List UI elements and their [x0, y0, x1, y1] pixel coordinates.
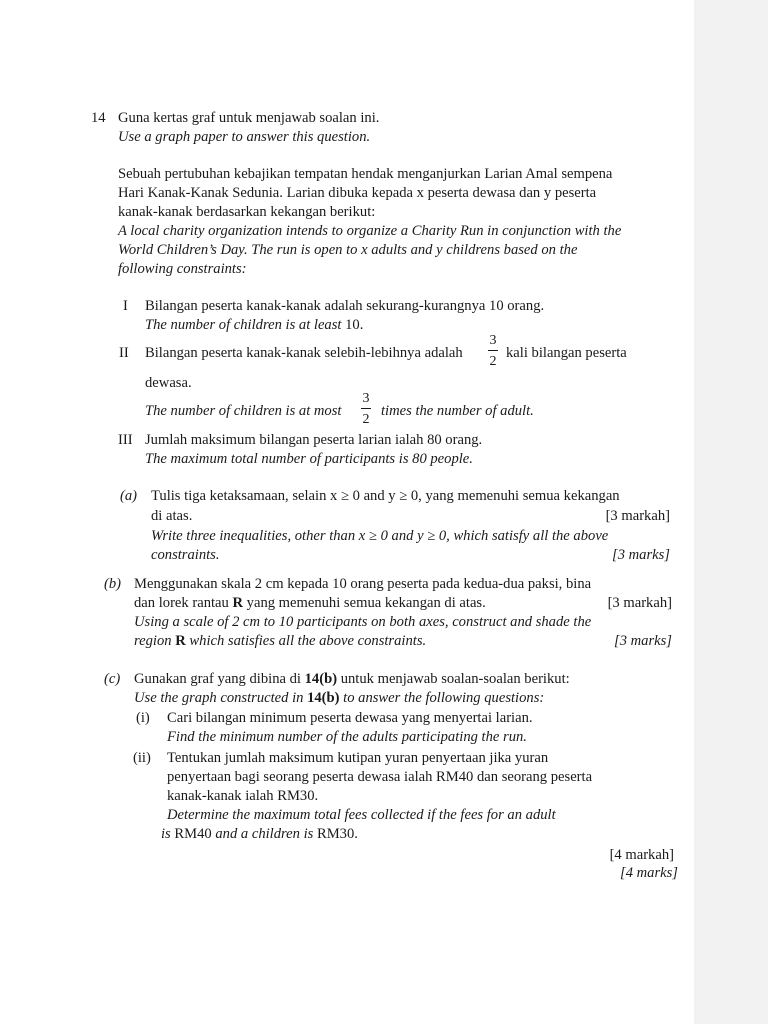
part-c-ii-label: (ii) [133, 750, 151, 766]
intro-ms-line: kanak-kanak berdasarkan kekangan berikut: [118, 204, 376, 220]
constraint-I-number: I [123, 298, 128, 314]
part-a-label: (a) [120, 488, 138, 504]
fraction-numerator: 3 [489, 333, 497, 348]
constraint-III-ms: Jumlah maksimum bilangan peserta larian ialah 80 orang. [145, 432, 483, 448]
part-c-i-ms: Cari bilangan minimum peserta dewasa yang menyertai larian. [167, 710, 533, 726]
part-b-label: (b) [104, 576, 122, 592]
part-c-en-b: to answer the following questions: [339, 690, 545, 706]
part-c-label: (c) [104, 671, 121, 687]
constraint-III-en: The maximum total number of participants is 80 people. [145, 451, 473, 467]
part-c-ii-en-2c: and a children is [211, 826, 317, 842]
constraint-II-ms-c: dewasa. [145, 375, 192, 391]
part-c-i-label: (i) [136, 710, 150, 726]
constraint-I-ms: Bilangan peserta kanak-kanak adalah sekurang-kurangnya 10 orang. [145, 298, 545, 314]
part-a-ms-2: di atas. [151, 508, 193, 524]
part-c-ii-en-2a: is [161, 826, 175, 842]
fraction-denominator: 2 [489, 354, 497, 369]
part-c-ii-en-2 [161, 825, 358, 843]
fraction-numerator: 3 [362, 391, 370, 406]
intro-ms-line: Sebuah pertubuhan kebajikan tempatan hendak menganjurkan Larian Amal sempena [118, 166, 613, 182]
part-c-ii-en-2d: RM30. [316, 826, 358, 842]
fraction-bar [488, 350, 498, 351]
fraction-bar [361, 408, 371, 409]
constraint-I-en-value: 10. [345, 317, 364, 333]
part-a-ms-1: Tulis tiga ketaksamaan, selain x ≥ 0 and y ≥ 0, yang memenuhi semua kekangan [151, 488, 620, 504]
part-b-en-2b: which satisfies all the above constraints. [185, 633, 427, 649]
part-c-ii-en-1: Determine the maximum total fees collected if the fees for an adult [167, 807, 556, 823]
part-c-ms [134, 670, 570, 688]
constraint-I-en [145, 316, 363, 334]
part-c-ii-ms-3: kanak-kanak ialah RM30. [167, 788, 319, 804]
constraint-II-en-a: The number of children is at most [145, 403, 342, 419]
question-number: 14 [91, 110, 106, 126]
part-a-marks-en: [3 marks] [612, 547, 670, 563]
page-edge-shadow [694, 0, 768, 1024]
part-c-en [134, 689, 544, 707]
constraint-II-number: II [119, 345, 129, 361]
part-c-en-ref: 14(b) [307, 690, 340, 706]
part-b-marks-en: [3 marks] [614, 633, 672, 649]
constraint-I-en-text: The number of children is at least [145, 317, 342, 333]
part-c-marks-ms: [4 markah] [609, 847, 674, 863]
constraint-II-ms-a: Bilangan peserta kanak-kanak selebih-lebihnya adalah [145, 345, 463, 361]
region-R: R [232, 595, 244, 611]
intro-en-line: World Children’s Day. The run is open to x adults and y childrens based on the [118, 242, 578, 258]
part-b-en-2 [134, 632, 426, 650]
part-c-ms-a: Gunakan graf yang dibina di [134, 671, 305, 687]
part-b-ms-1: Menggunakan skala 2 cm kepada 10 orang peserta pada kedua-dua paksi, bina [134, 576, 592, 592]
part-b-en-1: Using a scale of 2 cm to 10 participants on both axes, construct and shade the [134, 614, 592, 630]
constraint-III-number: III [118, 432, 133, 448]
constraint-II-en-b: times the number of adult. [381, 403, 534, 419]
intro-en-line: A local charity organization intends to organize a Charity Run in conjunction with the [118, 223, 622, 239]
part-c-ms-ref: 14(b) [304, 671, 338, 687]
part-c-en-a: Use the graph constructed in [134, 690, 308, 706]
part-c-ms-b: untuk menjawab soalan-soalan berikut: [337, 671, 570, 687]
part-b-ms-2 [134, 594, 486, 612]
part-b-marks-ms: [3 markah] [607, 595, 672, 611]
instruction-ms: Guna kertas graf untuk menjawab soalan ini. [118, 110, 380, 126]
part-c-ii-en-2b: RM40 [174, 826, 212, 842]
part-b-en-2a: region [134, 633, 176, 649]
intro-ms-line: Hari Kanak-Kanak Sedunia. Larian dibuka kepada x peserta dewasa dan y peserta [118, 185, 597, 201]
part-c-ii-ms-1: Tentukan jumlah maksimum kutipan yuran penyertaan jika yuran [167, 750, 549, 766]
instruction-en: Use a graph paper to answer this question. [118, 129, 371, 145]
part-c-i-en: Find the minimum number of the adults participating the run. [167, 729, 527, 745]
part-a-en-2: constraints. [151, 547, 220, 563]
part-a-en-1: Write three inequalities, other than x ≥ 0 and y ≥ 0, which satisfy all the above [151, 528, 609, 544]
intro-en-line: following constraints: [118, 261, 247, 277]
constraint-II-ms-b: kali bilangan peserta [506, 345, 627, 361]
fraction-denominator: 2 [362, 412, 370, 427]
part-b-ms-2b: yang memenuhi semua kekangan di atas. [243, 595, 486, 611]
part-b-ms-2a: dan lorek rantau [134, 595, 233, 611]
part-c-ii-ms-2: penyertaan bagi seorang peserta dewasa ialah RM40 dan seorang peserta [167, 769, 593, 785]
part-a-marks-ms: [3 markah] [605, 508, 670, 524]
part-c-marks-en: [4 marks] [620, 865, 678, 881]
region-R: R [175, 633, 186, 649]
